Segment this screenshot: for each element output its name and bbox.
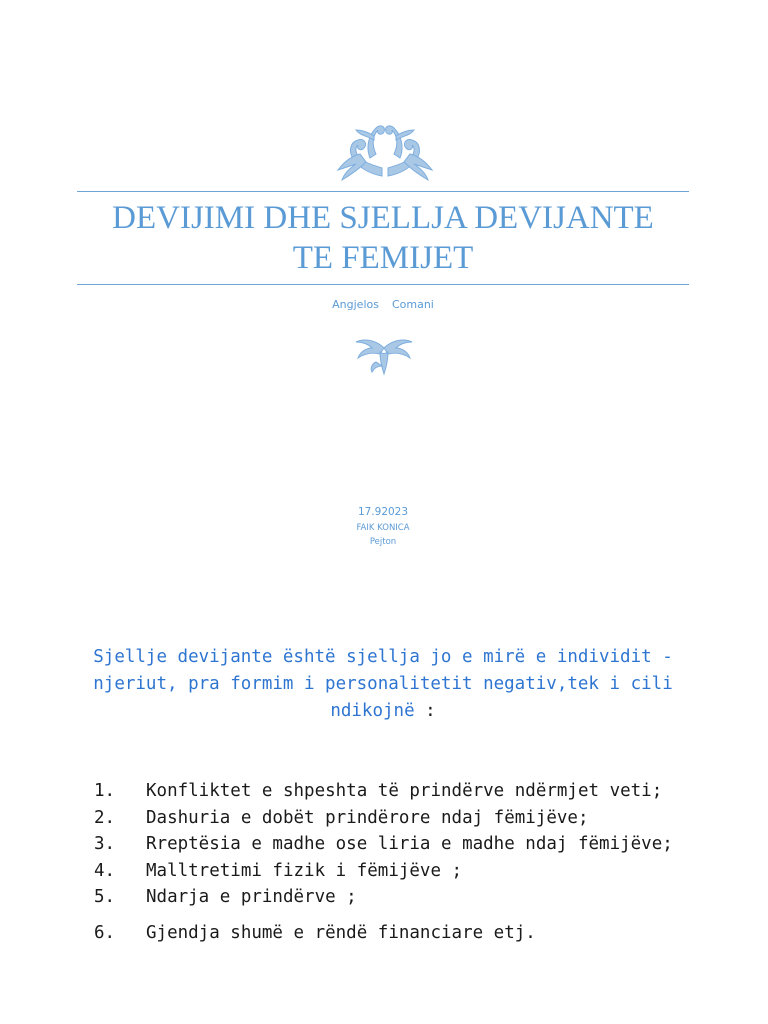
title-line-1: DEVIJIMI DHE SJELLJA DEVIJANTE xyxy=(112,200,654,236)
document-title xyxy=(77,198,689,278)
intro-line-3: ndikojnë xyxy=(330,701,415,721)
fleuron-icon xyxy=(352,334,416,376)
intro-line-2: njeriut, pra formim i personalitetit negativ,tek i cili xyxy=(93,674,673,694)
list-item-number: 3. xyxy=(94,834,116,854)
factors-list xyxy=(94,778,673,946)
list-item-number: 1. xyxy=(94,781,116,801)
intro-colon: : xyxy=(414,701,436,721)
list-item-number: 4. xyxy=(94,860,116,881)
title-line-2: TE FEMIJET xyxy=(292,240,474,276)
place-name: Pejton xyxy=(369,537,397,547)
list-item xyxy=(94,831,673,858)
list-item-text: Malltretimi fizik i fëmijëve ; xyxy=(146,860,463,881)
list-item xyxy=(94,778,673,805)
list-item-number: 6. xyxy=(94,922,116,943)
list-item-text: Gjendja shumë e rëndë financiare etj. xyxy=(146,922,536,943)
list-item xyxy=(94,920,673,947)
list-item-text: Konfliktet e shpeshta të prindërve ndërmjet veti; xyxy=(146,781,663,801)
list-item xyxy=(94,884,673,911)
list-item xyxy=(94,805,673,832)
list-item xyxy=(94,858,673,885)
list-item-number: 2. xyxy=(94,807,116,828)
school-name: FAIK KONICA xyxy=(356,523,410,533)
intro-paragraph xyxy=(70,644,696,725)
list-item-text: Ndarja e prindërve ; xyxy=(146,887,357,907)
intro-line-1: Sjellje devijante është sjellja jo e mirë e individit - xyxy=(93,647,673,667)
list-item-text: Dashuria e dobët prindërore ndaj fëmijëve; xyxy=(146,807,589,828)
title-rule-bottom xyxy=(77,284,689,285)
list-item-text: Rreptësia e madhe ose liria e madhe ndaj fëmijëve; xyxy=(146,834,673,854)
list-item-number: 5. xyxy=(94,887,116,907)
author-name: Angjelos Comani xyxy=(332,298,434,311)
floral-flourish-icon xyxy=(330,118,440,184)
document-date: 17.92023 xyxy=(357,506,409,518)
title-rule-top xyxy=(77,191,689,192)
